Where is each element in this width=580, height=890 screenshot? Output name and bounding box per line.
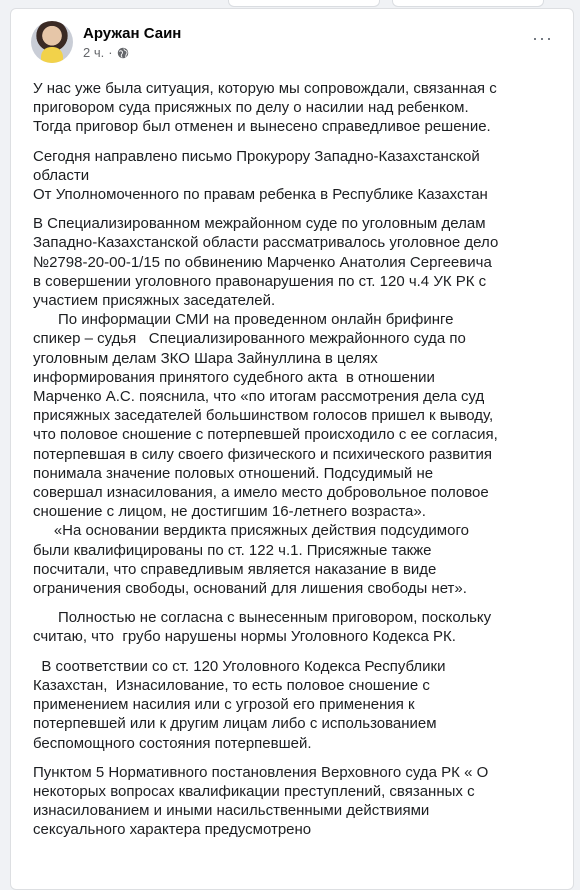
post-text-line: Сегодня направлено письмо Прокурору Западно-Казахстанской — [33, 147, 480, 165]
post-paragraph — [33, 79, 559, 137]
post-text-line: понимала значение половых отношений. Подсудимый не — [33, 464, 434, 482]
post-text-line: посчитали, что справедливым является наказание в виде — [33, 560, 437, 578]
post-text-line: области — [33, 166, 90, 184]
post-text-line: что половое сношение с потерпевшей происходило с ее согласия, — [33, 426, 498, 444]
post-text-line: присяжных заседателей большинством голосов пришел к выводу, — [33, 407, 494, 425]
post-text-line: В Специализированном межрайонном суде по уголовным делам — [33, 215, 486, 233]
post-text-line: №2798-20-00-1/15 по обвинению Марченко Анатолия Сергеевича — [33, 253, 492, 271]
post-text-line: сношение с лицом, не достигшим 16-летнего возраста». — [33, 503, 426, 521]
post-paragraph — [33, 763, 559, 840]
top-tab-left — [228, 0, 380, 7]
post-meta — [83, 45, 129, 60]
post-text-line: У нас уже была ситуация, которую мы сопровождали, связанная с — [33, 80, 497, 97]
post-text-line: сексуального характера предусмотрено — [33, 821, 312, 839]
post-text-line: совершал изнасилования, а имело место добровольное половое — [33, 484, 489, 502]
post-paragraph — [33, 608, 559, 646]
post-text-line: спикер – судья Специализированного межрайонного суда по — [33, 330, 466, 348]
post-text-line: изнасилованием и иными насильственными действиями — [33, 802, 430, 820]
globe-icon — [117, 47, 129, 59]
avatar[interactable] — [31, 21, 73, 63]
post-paragraph — [33, 147, 559, 205]
post-content — [33, 79, 559, 850]
author-name[interactable]: Аружан Саин — [83, 25, 182, 42]
post-text-line: «На основании вердикта присяжных действия подсудимого — [33, 522, 469, 540]
post-text-line: применением насилия или с угрозой его применения к — [33, 696, 415, 714]
post-text-line: Марченко А.С. пояснила, что «по итогам рассмотрения дела суд — [33, 388, 485, 406]
post-paragraph — [33, 214, 559, 598]
post-text-line: считаю, что грубо нарушены нормы Уголовного Кодекса РК. — [33, 628, 456, 646]
post-card — [10, 8, 574, 890]
post-text-line: были квалифицированы по ст. 122 ч.1. Присяжные также — [33, 541, 432, 559]
post-text-line: ограничения свободы, оснований для лишения свободы нет». — [33, 580, 467, 598]
post-text-line: В соответствии со ст. 120 Уголовного Кодекса Республики — [33, 657, 446, 675]
post-text-line: Западно-Казахстанской области рассматривалось уголовное дело — [33, 234, 499, 252]
post-text-line: От Уполномоченного по правам ребенка в Республике Казахстан — [33, 186, 488, 204]
meta-separator: · — [108, 45, 113, 60]
post-text-line: потерпевшей или к другим лицам либо с использованием — [33, 715, 437, 733]
post-time[interactable]: 2 ч. — [83, 45, 105, 60]
post-header — [11, 9, 573, 69]
post-text-line: потерпевшая в силу своего физического и психического развития — [33, 445, 492, 463]
post-text-line: участием присяжных заседателей. — [33, 292, 276, 310]
post-text-line: Казахстан, Изнасилование, то есть половое сношение с — [33, 676, 430, 694]
post-text-line: приговором суда присяжных по делу о насилии над ребенком. — [33, 99, 469, 117]
post-text-line: Полностью не согласна с вынесенным приговором, поскольку — [33, 609, 492, 627]
post-text-line: некоторых вопросах квалификации преступлений, связанных с — [33, 782, 475, 800]
post-paragraph — [33, 657, 559, 753]
post-text-line: беспомощного состояния потерпевшей. — [33, 734, 312, 752]
post-text-line: По информации СМИ на проведенном онлайн брифинге — [33, 311, 454, 329]
post-text-line: в совершении уголовного правонарушения по ст. 120 ч.4 УК РК с — [33, 272, 487, 290]
post-text-line: Тогда приговор был отменен и вынесено справедливое решение. — [33, 118, 491, 136]
post-text-line: Пунктом 5 Нормативного постановления Верховного суда РК « О — [33, 763, 489, 781]
post-text-line: информирования принятого судебного акта в отношении — [33, 368, 435, 386]
post-text-line: уголовным делам ЗКО Шара Зайнуллина в целях — [33, 349, 378, 367]
more-options-icon[interactable]: ··· — [532, 28, 553, 48]
top-tab-right — [392, 0, 544, 7]
